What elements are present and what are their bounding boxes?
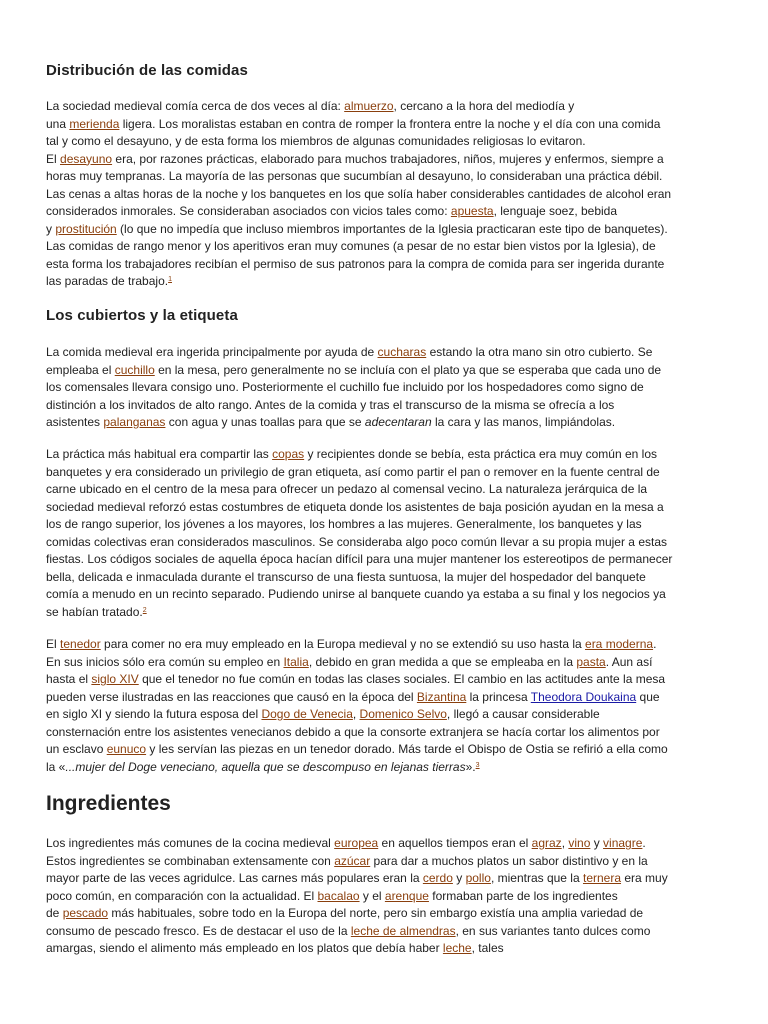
link-leche-de-almendras[interactable]: leche de almendras bbox=[350, 923, 456, 938]
text-run: en la mesa, pero generalmente no se incluía con el plato ya que se esperaba que cada uno de bbox=[154, 362, 662, 377]
text-line bbox=[46, 446, 718, 464]
text-run: para dar a muchos platos un sabor distintivo y en la bbox=[370, 853, 648, 868]
link-italia[interactable]: Italia bbox=[283, 654, 309, 669]
link-tenedor[interactable]: tenedor bbox=[60, 637, 101, 651]
text-line bbox=[46, 654, 718, 672]
text-run: , tales bbox=[471, 941, 504, 955]
text-run: más habituales, sobre todo en la Europa del norte, pero sin embargo existía una amplia variedad de bbox=[108, 906, 644, 920]
text-line bbox=[46, 256, 718, 274]
text-run: banquetes y era considerado un privilegio de gran etiqueta, así como partir el pan o remover en la fuente central de bbox=[46, 464, 660, 479]
text-run: comía a menudo en un recinto separado. Pudiendo unirse al banquete cuando ya estaba a su final y los negocios ya bbox=[46, 587, 666, 601]
text-line bbox=[46, 534, 718, 552]
text-run: estando la otra mano sin otro cubierto. Se bbox=[426, 345, 653, 359]
text-line bbox=[46, 835, 718, 853]
link-pollo[interactable]: pollo bbox=[465, 871, 491, 885]
text-line bbox=[46, 133, 718, 151]
link-vinagre[interactable]: vinagre bbox=[603, 836, 643, 850]
text-line bbox=[46, 464, 718, 482]
text-run: mayor parte de las veces agridulce. Las carnes más populares eran la bbox=[46, 871, 423, 885]
text-run: , debido en gran medida a que se empleaba en la bbox=[308, 654, 577, 669]
link-europea[interactable]: europea bbox=[334, 836, 379, 850]
text-run: , cercano a la hora del mediodía y bbox=[393, 99, 575, 113]
section-title-ingredients: Ingredientes bbox=[46, 792, 171, 815]
link-cerdo[interactable]: cerdo bbox=[422, 871, 453, 885]
text-run: Estos ingredientes se combinaban extensamente con bbox=[46, 853, 335, 868]
link-pasta[interactable]: pasta bbox=[576, 654, 606, 669]
text-line bbox=[46, 759, 718, 777]
text-run: en siglo XI y siendo la futura esposa del bbox=[46, 707, 262, 721]
text-run: distinción a los invitados de alto rango. Antes de la comida y tras el transcurso de la misma se ofrecía a los bbox=[46, 397, 615, 412]
text-run: las paradas de trabajo. bbox=[46, 274, 169, 288]
text-run: consumo de pescado fresco. Es de destacar el uso de la bbox=[46, 923, 351, 938]
text-run: para comer no era muy empleado en la Europa medieval y no se extendió su uso hasta la bbox=[100, 637, 586, 651]
text-run: y bbox=[590, 836, 604, 850]
text-line bbox=[46, 551, 718, 569]
text-line bbox=[46, 689, 718, 707]
text-run: . bbox=[642, 836, 646, 850]
text-run: tal y como el desayuno, y de esta forma los miembros de algunas comunidades religiosas lo evitaron. bbox=[46, 134, 586, 148]
text-line bbox=[46, 870, 718, 888]
link-copas[interactable]: copas bbox=[272, 447, 305, 461]
paragraph-cutlery bbox=[46, 344, 718, 432]
text-line bbox=[46, 586, 718, 604]
text-line bbox=[46, 499, 718, 517]
link-vino[interactable]: vino bbox=[568, 836, 591, 850]
paragraph-meal-distribution bbox=[46, 98, 718, 291]
text-run: y el bbox=[359, 888, 385, 903]
text-line bbox=[46, 853, 718, 871]
text-run: . bbox=[653, 637, 657, 651]
link-desayuno[interactable]: desayuno bbox=[60, 151, 113, 166]
text-run: amargas, siendo el alimento más empleado en los platos que debía haber bbox=[46, 941, 443, 955]
text-run: era muy bbox=[621, 871, 668, 885]
text-line bbox=[46, 741, 718, 759]
paragraph-fork bbox=[46, 636, 718, 776]
text-run: era, por razones prácticas, elaborado para muchos trabajadores, niños, mujeres y enfermos, siempre a bbox=[112, 151, 664, 166]
text-line bbox=[46, 273, 718, 291]
link-apuesta[interactable]: apuesta bbox=[450, 204, 494, 218]
text-run: los de rango superior, los jóvenes a los mayores, los hombres a las mujeres. Generalmente, los banquetes y las bbox=[46, 517, 642, 531]
section-title-cutlery-etiquette: Los cubiertos y la etiqueta bbox=[46, 307, 238, 324]
link-theodora-doukaina[interactable]: Theodora Doukaina bbox=[530, 689, 637, 704]
link-arenque[interactable]: arenque bbox=[384, 888, 429, 903]
link-leche[interactable]: leche bbox=[442, 941, 472, 955]
link-dogo-de-venecia[interactable]: Dogo de Venecia bbox=[261, 707, 353, 721]
text-run: asistentes bbox=[46, 415, 104, 429]
text-line bbox=[46, 203, 718, 221]
text-run: los comensales llevara consigo uno. Posteriormente el cuchillo fue incluido por los hospedadores como signo de bbox=[46, 380, 644, 394]
footnote-ref-2[interactable]: 2 bbox=[142, 606, 147, 614]
text-run: ligera. Los moralistas estaban en contra de romper la frontera entre la noche y el día con una comida bbox=[119, 116, 661, 131]
text-line bbox=[46, 344, 718, 362]
text-run: y les servían las piezas en un tenedor dorado. Más tarde el Obispo de Ostia se refirió a ella como bbox=[146, 742, 668, 756]
text-line bbox=[46, 636, 718, 654]
link-siglo-xiv[interactable]: siglo XIV bbox=[91, 672, 139, 686]
text-line bbox=[46, 888, 718, 906]
text-line bbox=[46, 706, 718, 724]
emphasis-text: adecentaran bbox=[364, 415, 432, 429]
text-line bbox=[46, 151, 718, 169]
text-run: La comida medieval era ingerida principalmente por ayuda de bbox=[46, 345, 378, 359]
text-run: la princesa bbox=[466, 689, 531, 704]
text-line bbox=[46, 186, 718, 204]
text-line bbox=[46, 238, 718, 256]
text-run: la « bbox=[46, 759, 66, 774]
text-line bbox=[46, 481, 718, 499]
link-merienda[interactable]: merienda bbox=[69, 116, 120, 131]
text-run: y recipientes donde se bebía, esta práctica era muy común en los bbox=[304, 447, 658, 461]
text-run: Las cenas a altas horas de la noche y los banquetes en los que solía haber considerables cantidades de alcohol eran bbox=[46, 186, 672, 201]
text-line bbox=[46, 98, 718, 116]
text-run: pueden verse ilustradas en las reacciones que causó en la época del bbox=[46, 689, 417, 704]
link-era-moderna[interactable]: era moderna bbox=[585, 637, 654, 651]
text-line bbox=[46, 604, 718, 622]
text-run: horas muy tempranas. La mayoría de las personas que sucumbían al desayuno, lo consideraban una práctica débil. bbox=[46, 169, 663, 183]
text-line bbox=[46, 671, 718, 689]
link-bacalao[interactable]: bacalao bbox=[317, 888, 360, 903]
text-run: en aquellos tiempos eran el bbox=[378, 836, 532, 850]
footnote-ref-3[interactable]: 3 bbox=[475, 761, 480, 769]
text-run: En sus inicios sólo era común su empleo en bbox=[46, 654, 284, 669]
text-run: fiestas. Los códigos sociales de aquella época hacían difícil para una mujer mantener los estereotipos de permanecer bbox=[46, 552, 673, 566]
section-title-meal-distribution: Distribución de las comidas bbox=[46, 62, 248, 79]
text-run: esta forma los trabajadores recibían el permiso de sus patronos para la compra de comida para ser ingerida durante bbox=[46, 256, 665, 271]
text-run: consternación entre los asistentes venecianos debido a que la consorte extranjera se hacía cortar los alimentos por bbox=[46, 724, 660, 739]
link-prostitucion[interactable]: prostitución bbox=[55, 221, 117, 236]
text-run: de bbox=[46, 906, 63, 920]
text-line bbox=[46, 397, 718, 415]
text-run: El bbox=[46, 637, 61, 651]
text-run: la cara y las manos, limpiándolas. bbox=[431, 415, 616, 429]
link-palanganas[interactable]: palanganas bbox=[103, 415, 166, 429]
text-run: y bbox=[452, 871, 466, 885]
text-run: formaban parte de los ingredientes bbox=[428, 888, 618, 903]
text-run: , llegó a causar considerable bbox=[446, 707, 600, 721]
text-run: , bbox=[352, 707, 360, 721]
text-run: hasta el bbox=[46, 672, 92, 686]
link-cuchillo[interactable]: cuchillo bbox=[114, 362, 155, 377]
text-line bbox=[46, 379, 718, 397]
text-run: que el tenedor no fue común en todas las clases sociales. El cambio en las actitudes ante la mesa bbox=[138, 672, 666, 686]
text-run: se habían tratado. bbox=[46, 604, 143, 619]
link-almuerzo[interactable]: almuerzo bbox=[344, 99, 394, 113]
text-run: con agua y unas toallas para que se bbox=[165, 415, 365, 429]
link-ternera[interactable]: ternera bbox=[582, 871, 622, 885]
text-run: La práctica más habitual era compartir las bbox=[46, 447, 273, 461]
emphasis-text: ...mujer del Doge veneciano, aquella que se descompuso en lejanas tierras bbox=[65, 759, 466, 774]
link-pescado[interactable]: pescado bbox=[62, 906, 109, 920]
text-run: , mientras que la bbox=[490, 871, 583, 885]
link-azucar[interactable]: azúcar bbox=[334, 853, 371, 868]
text-run: La sociedad medieval comía cerca de dos veces al día: bbox=[46, 99, 345, 113]
text-run: una bbox=[46, 116, 70, 131]
text-run: carne ubicado en el centro de la mesa para ofrecer un pedazo al comensal vecino. La naturaleza jerárquica de la bbox=[46, 482, 648, 496]
text-run: , bbox=[561, 836, 569, 850]
text-run: El bbox=[46, 151, 61, 166]
link-eunuco[interactable]: eunuco bbox=[106, 742, 147, 756]
link-agraz[interactable]: agraz bbox=[531, 836, 562, 850]
paragraph-ingredients bbox=[46, 835, 718, 958]
text-run: (lo que no impedía que incluso miembros importantes de la Iglesia practicaran este tipo de banquetes). bbox=[116, 221, 668, 236]
text-line bbox=[46, 221, 718, 239]
text-run: . Aun así bbox=[605, 654, 653, 669]
link-domenico-selvo[interactable]: Domenico Selvo bbox=[359, 707, 447, 721]
text-run: bella, delicada e inmaculada durante el transcurso de una fiesta suntuosa, la mujer del hospedador del banquete bbox=[46, 569, 646, 584]
text-line bbox=[46, 516, 718, 534]
text-line bbox=[46, 905, 718, 923]
text-line bbox=[46, 724, 718, 742]
footnote-ref-1[interactable]: 1 bbox=[168, 276, 172, 283]
text-line bbox=[46, 168, 718, 186]
text-line bbox=[46, 923, 718, 941]
text-run: sociedad medieval reforzó estas costumbres de etiqueta donde los asistentes de baja posición ayudan en la mesa a bbox=[46, 499, 664, 514]
link-cucharas[interactable]: cucharas bbox=[377, 345, 427, 359]
text-run: Las comidas de rango menor y los aperitivos eran muy comunes (a pesar de no estar bien vistos por la Iglesia), de bbox=[46, 239, 656, 253]
text-run: ». bbox=[465, 759, 476, 774]
text-run: que bbox=[636, 689, 660, 704]
text-line bbox=[46, 414, 718, 432]
text-line bbox=[46, 362, 718, 380]
text-run: considerados inmorales. Se consideraban asociados con vicios tales como: bbox=[46, 204, 451, 218]
text-run: empleaba el bbox=[46, 362, 115, 377]
text-run: y bbox=[46, 221, 56, 236]
text-run: comidas colectivas eran considerados masculinos. Se consideraba algo poco común llevar a su propia mujer a estas bbox=[46, 534, 667, 549]
text-run: un esclavo bbox=[46, 742, 107, 756]
text-run: , en sus variantes tanto dulces como bbox=[455, 923, 651, 938]
text-line bbox=[46, 116, 718, 134]
text-run: , lenguaje soez, bebida bbox=[493, 204, 618, 218]
text-run: Los ingredientes más comunes de la cocina medieval bbox=[46, 836, 335, 850]
text-run: poco común, en comparación con la actualidad. El bbox=[46, 888, 318, 903]
text-line bbox=[46, 569, 718, 587]
text-line bbox=[46, 940, 718, 958]
paragraph-shared-cups bbox=[46, 446, 718, 621]
link-bizantina[interactable]: Bizantina bbox=[416, 689, 467, 704]
